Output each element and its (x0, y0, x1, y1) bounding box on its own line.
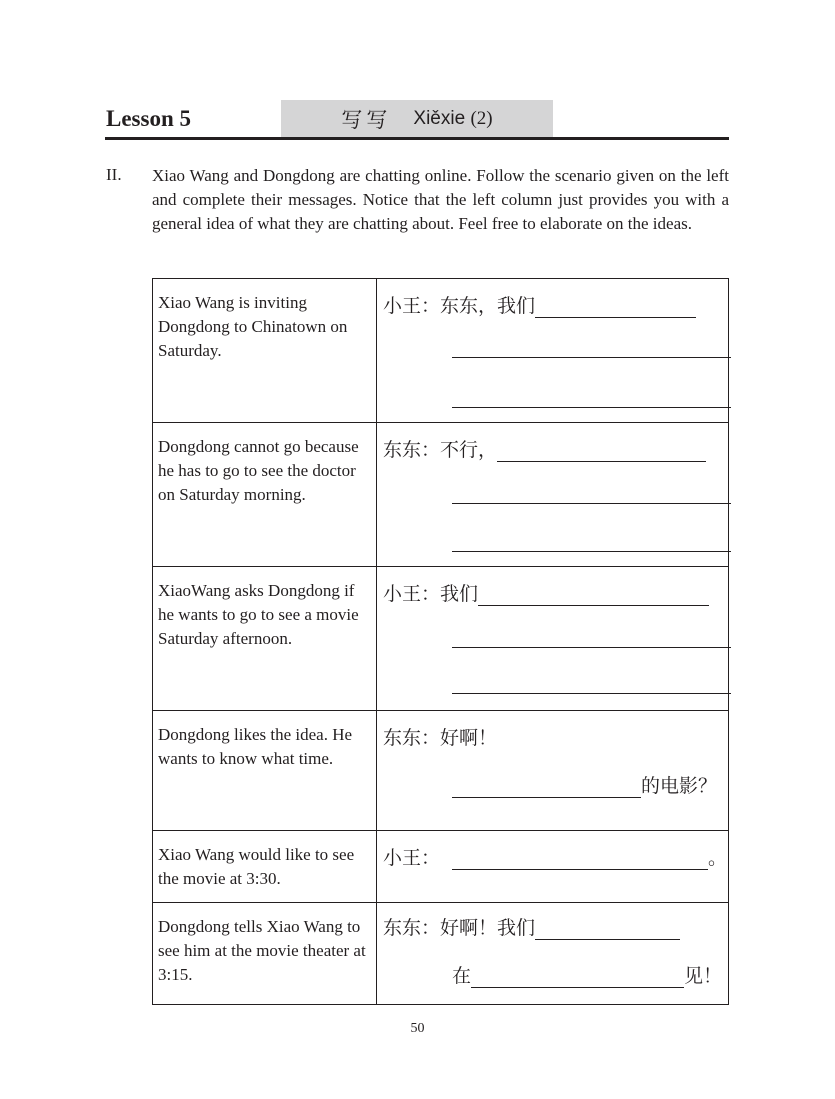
message-line (452, 337, 731, 358)
answer-blank[interactable] (497, 441, 706, 462)
speaker-label: 小王： (383, 847, 441, 869)
message-line (452, 483, 731, 504)
scenario-cell: Dongdong tells Xiao Wang to see him at the movie theater at 3:15. (153, 903, 377, 1005)
message-line (452, 771, 717, 798)
section-title-box (281, 100, 553, 138)
instructions: Xiao Wang and Dongdong are chatting online. Follow the scenario given on the left and complete their messages. Notice that the left column just provides you with a general idea of what they are chatting about. Feel free to elaborate on the ideas. (152, 166, 729, 233)
table-row (153, 567, 729, 711)
table-row (153, 423, 729, 567)
message-line (452, 961, 722, 988)
answer-blank[interactable] (471, 967, 684, 988)
page-number: 50 (410, 1021, 425, 1036)
answer-blank[interactable] (535, 919, 680, 940)
message-cell (377, 831, 729, 903)
speaker-label: 小王： (383, 583, 441, 605)
answer-blank[interactable] (452, 627, 731, 648)
scenario-cell: Xiao Wang is inviting Dongdong to Chinatown on Saturday. (153, 279, 377, 423)
table-row (153, 831, 729, 903)
scenario-cell: Dongdong likes the idea. He wants to know what time. (153, 711, 377, 831)
message-prefix: 我们 (440, 583, 479, 605)
message-prefix: 好啊！我们 (440, 917, 536, 939)
chat-exercise-table (152, 278, 729, 1005)
pinyin-text: Xiěxie (413, 108, 466, 129)
scenario-cell: Xiao Wang would like to see the movie at 3:30. (153, 831, 377, 903)
message-line (383, 843, 727, 870)
table-row (153, 903, 729, 1005)
message-suffix: 。 (708, 847, 728, 869)
message-suffix: 见！ (684, 965, 723, 987)
message-line (452, 387, 731, 408)
answer-blank[interactable] (452, 387, 731, 408)
scenario-cell: Dongdong cannot go because he has to go to see the doctor on Saturday morning. (153, 423, 377, 567)
answer-blank[interactable] (452, 531, 731, 552)
message-cell (377, 903, 729, 1005)
message-line (383, 579, 709, 606)
message-line (383, 913, 680, 940)
section-title-number: (2) (470, 108, 493, 129)
message-line (383, 291, 696, 318)
header-rule (105, 137, 729, 140)
message-prefix: 东东，我们 (440, 295, 536, 317)
answer-blank[interactable] (452, 483, 731, 504)
message-line (383, 723, 497, 750)
answer-blank[interactable] (452, 673, 731, 694)
section-title-hanzi: 写写 (341, 108, 392, 132)
message-prefix: 在 (452, 965, 472, 987)
message-line (452, 531, 731, 552)
answer-blank[interactable] (452, 337, 731, 358)
scenario-cell: XiaoWang asks Dongdong if he wants to go to see a movie Saturday afternoon. (153, 567, 377, 711)
section-number: II. (106, 165, 122, 184)
answer-blank[interactable] (478, 585, 709, 606)
message-cell (377, 423, 729, 567)
speaker-label: 东东： (383, 439, 441, 461)
message-line (452, 673, 731, 694)
section-title-pinyin (413, 108, 492, 130)
message-line (383, 435, 706, 462)
answer-blank[interactable] (452, 849, 708, 870)
answer-blank[interactable] (535, 297, 696, 318)
message-cell (377, 279, 729, 423)
lesson-title: Lesson 5 (106, 106, 191, 131)
speaker-label: 东东： (383, 917, 441, 939)
speaker-label: 东东： (383, 727, 441, 749)
table-row (153, 711, 729, 831)
message-prefix: 好啊！ (440, 727, 498, 749)
message-prefix: 不行， (440, 439, 498, 461)
table-row (153, 279, 729, 423)
speaker-label: 小王： (383, 295, 441, 317)
answer-blank[interactable] (452, 777, 641, 798)
message-line (452, 627, 731, 648)
message-cell (377, 711, 729, 831)
message-cell (377, 567, 729, 711)
message-suffix: 的电影？ (641, 775, 718, 797)
